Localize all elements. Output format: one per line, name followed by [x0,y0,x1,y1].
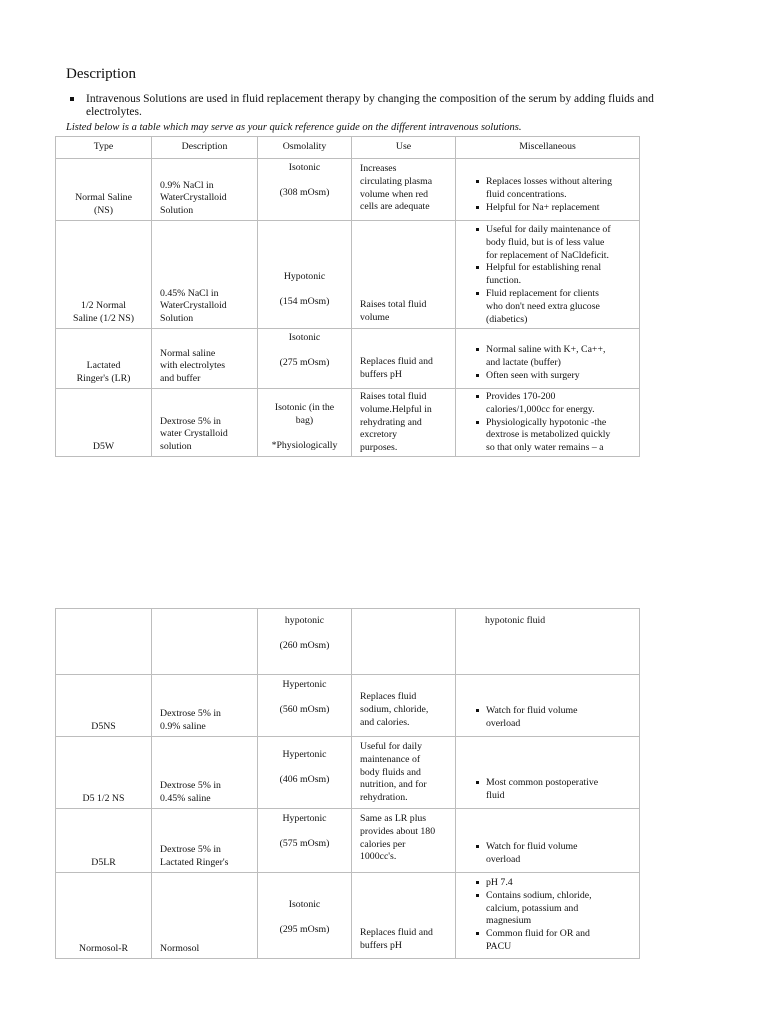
table-row [56,737,640,809]
misc-item: Replaces losses without altering fluid concentrations. [456,176,639,202]
misc-cell [456,391,639,455]
misc-item: Provides 170-200 calories/1,000cc for energy. [456,391,639,417]
misc-item: Fluid replacement for clients who don't need extra glucose (diabetics) [456,288,639,326]
intro-bullet [70,93,710,119]
header-description-text: Description [181,141,228,152]
bullet-text: Intravenous Solutions are used in fluid replacement therapy by changing the composition of the serum by adding fluids and electrolytes. [86,93,654,118]
osmolality-cell: Isotonic (275 mOsm) [279,332,330,368]
table-row [56,675,640,737]
description-cell: 0.45% NaCl in WaterCrystalloid Solution [160,287,227,325]
misc-cell [456,344,639,382]
type-cell: D5 1/2 NS [82,793,125,805]
header-type-text: Type [93,141,114,152]
table-header-row [56,137,640,159]
osmolality-cell: Isotonic (in the bag) *Physiologically [271,402,338,451]
header-misc [456,137,640,159]
use-cell: Raises total fluid volume [360,299,427,323]
description-cell: 0.9% NaCl in WaterCrystalloid Solution [160,179,227,217]
type-cell: 1/2 Normal Saline (1/2 NS) [73,300,134,325]
header-osmolality [258,137,352,159]
description-cell: Normal saline with electrolytes and buffer [160,347,226,385]
misc-cell [456,841,639,867]
description-cell: Dextrose 5% in Lactated Ringer's [160,844,229,869]
misc-cell [456,705,639,731]
misc-cell [456,224,639,326]
osmolality-cell: hypotonic (260 mOsm) [279,615,330,651]
use-cell: Useful for daily maintenance of body fluids and nutrition, and for rehydration. [360,741,427,804]
table-row [56,329,640,389]
type-cell: Normosol-R [79,943,128,955]
misc-cell [456,877,639,954]
misc-item: Helpful for Na+ replacement [456,202,639,215]
description-cell: Dextrose 5% in 0.9% saline [160,708,221,733]
table-row [56,159,640,221]
header-type [56,137,152,159]
misc-item: Normal saline with K+, Ca++, and lactate (buffer) [456,344,639,370]
header-misc-text: Miscellaneous [519,141,576,152]
table-row [56,389,640,457]
header-use-text: Use [395,141,412,152]
description-cell: Normosol [160,943,200,955]
osmolality-cell: Hypertonic (560 mOsm) [279,679,330,715]
misc-item: Useful for daily maintenance of body fluid, but is of less value for replacement of NaCldeficit. [456,224,639,262]
misc-item: Physiologically hypotonic -the dextrose is metabolized quickly so that only water remains – a [456,417,639,455]
misc-item: Watch for fluid volume overload [456,705,639,731]
misc-item: Contains sodium, chloride, calcium, potassium and magnesium [456,890,639,928]
table-row [56,809,640,873]
table-row [56,873,640,959]
misc-item: pH 7.4 [456,877,639,890]
osmolality-cell: Hypotonic (154 mOsm) [279,271,330,307]
misc-item: Common fluid for OR and PACU [456,928,639,954]
iv-solutions-table-1 [55,136,640,457]
type-cell: D5NS [91,721,116,733]
table-row [56,221,640,329]
misc-cell [456,176,639,214]
description-cell: Dextrose 5% in water Crystalloid solution [160,415,228,453]
misc-cell [456,777,639,803]
header-description [152,137,258,159]
misc-cell: hypotonic fluid [485,615,546,626]
osmolality-cell: Isotonic (295 mOsm) [279,899,330,935]
section-heading: Description [66,66,136,82]
misc-item: Often seen with surgery [456,370,639,383]
use-cell: Replaces fluid and buffers pH [360,356,433,380]
use-cell: Replaces fluid sodium, chloride, and calories. [360,691,429,728]
osmolality-cell: Isotonic (308 mOsm) [279,162,330,198]
type-cell: D5W [92,441,115,453]
osmolality-cell: Hypertonic (575 mOsm) [279,813,330,849]
bullet-marker [70,97,74,101]
table-row [56,609,640,675]
header-osmolality-text: Osmolality [282,141,327,152]
type-cell: Normal Saline (NS) [75,192,132,217]
misc-item: Most common postoperative fluid [456,777,639,803]
description-cell: Dextrose 5% in 0.45% saline [160,780,221,805]
iv-solutions-table-2 [55,608,640,959]
type-cell: Lactated Ringer's (LR) [76,360,131,385]
use-cell: Raises total fluid volume.Helpful in rehydrating and excretory purposes. [360,391,432,454]
misc-item: Watch for fluid volume overload [456,841,639,867]
use-cell: Increases circulating plasma volume when red cells are adequate [360,163,433,213]
osmolality-cell: Hypertonic (406 mOsm) [279,749,330,785]
use-cell: Same as LR plus provides about 180 calories per 1000cc's. [360,813,436,863]
table-intro: Listed below is a table which may serve as your quick reference guide on the different intravenous solutions. [66,122,522,133]
misc-item: Helpful for establishing renal function. [456,262,639,288]
header-use [352,137,456,159]
use-cell: Replaces fluid and buffers pH [360,927,433,951]
type-cell: D5LR [91,857,116,869]
